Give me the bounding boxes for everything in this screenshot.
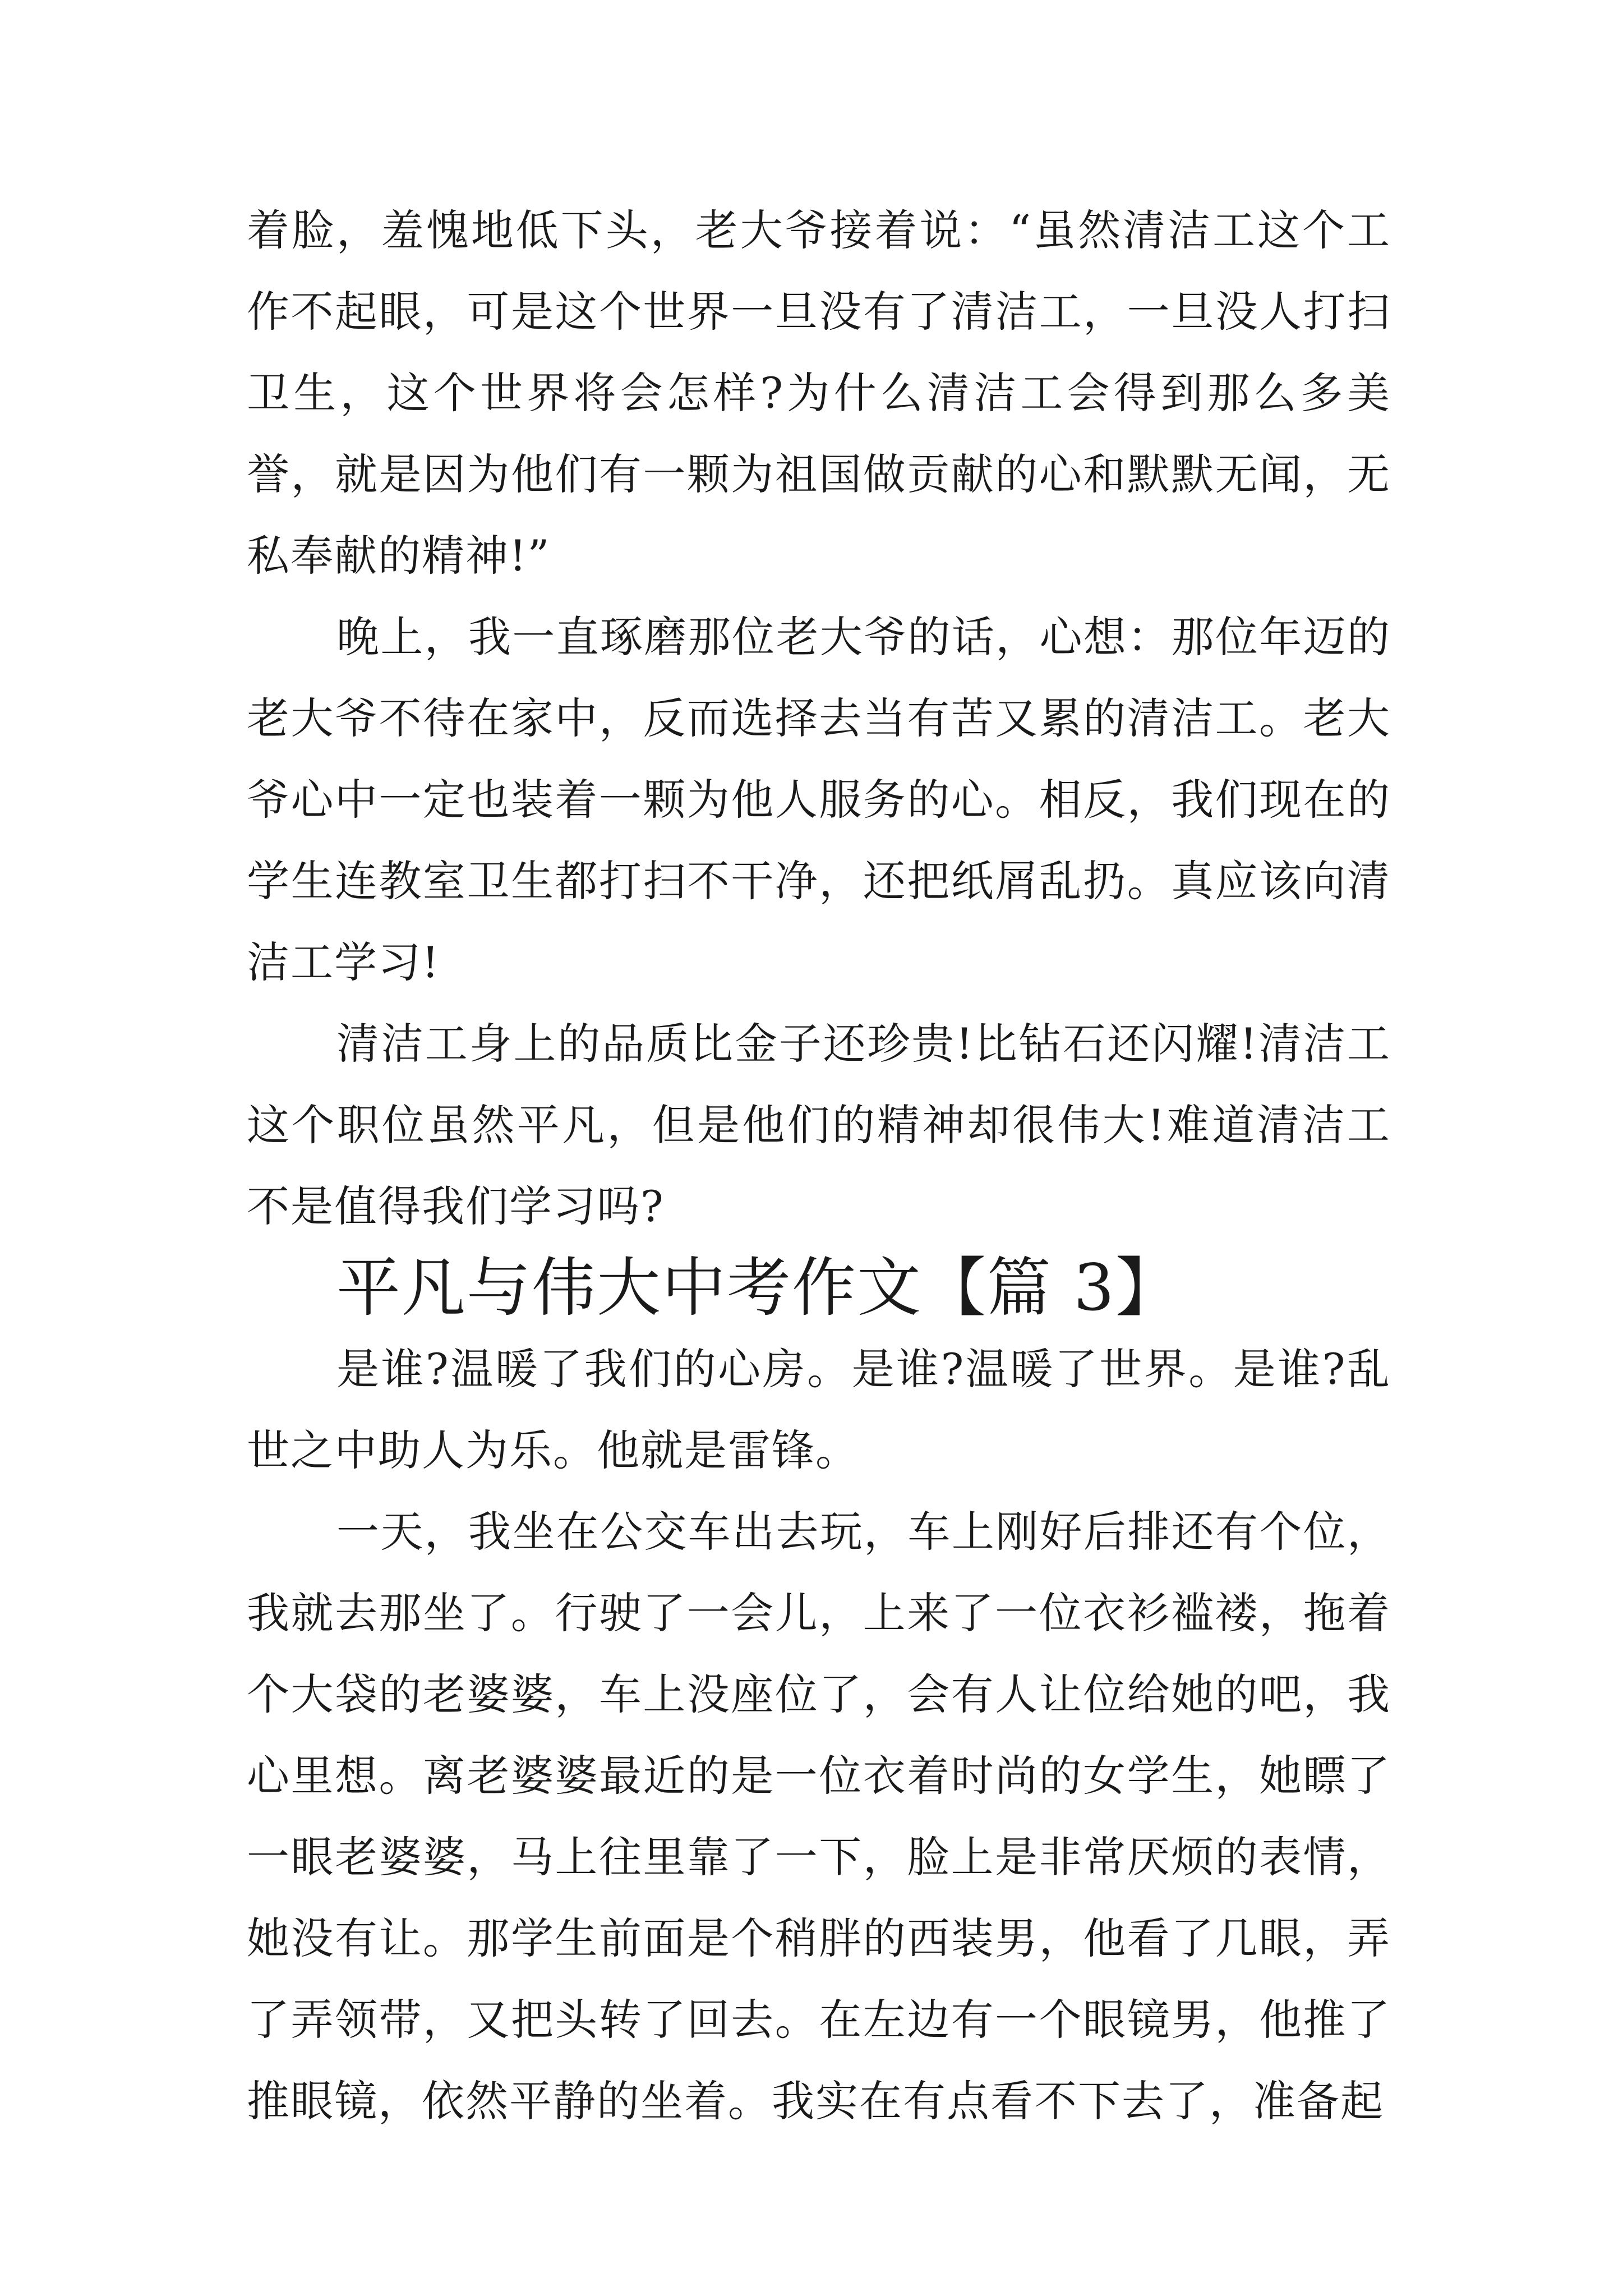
paragraph-1: 着脸，羞愧地低下头，老大爷接着说：“虽然清洁工这个工作不起眼，可是这个世界一旦没有了清洁工，一旦没人打扫卫生，这个世界将会怎样?为什么清洁工会得到那么多美誉，就是因为他们有一颗为祖国做贡献的心和默默无闻，无私奉献的精神!” [247, 205, 1391, 581]
paragraph-3: 清洁工身上的品质比金子还珍贵!比钻石还闪耀!清洁工这个职位虽然平凡，但是他们的精神却很伟大!难道清洁工不是值得我们学习吗? [247, 1019, 1391, 1231]
paragraph-5: 一天，我坐在公交车出去玩，车上刚好后排还有个位，我就去那坐了。行驶了一会儿，上来了一位衣衫褴褛，拖着个大袋的老婆婆，车上没座位了，会有人让位给她的吧，我心里想。离老婆婆最近的是一位衣着时尚的女学生，她瞟了一眼老婆婆，马上往里靠了一下，脸上是非常厌烦的表情，她没有让。那学生前面是个稍胖的西装男，他看了几眼，弄了弄领带，又把头转了回去。在左边有一个眼镜男，他推了推眼镜，依然平静的坐着。我实在有点看不下去了，准备起 [247, 1507, 1391, 2126]
paragraph-2: 晚上，我一直琢磨那位老大爷的话，心想：那位年迈的老大爷不待在家中，反而选择去当有苦又累的清洁工。老大爷心中一定也装着一颗为他人服务的心。相反，我们现在的学生连教室卫生都打扫不干净，还把纸屑乱扔。真应该向清洁工学习! [247, 612, 1391, 987]
section-heading: 平凡与伟大中考作文【篇 3】 [336, 1250, 1181, 1325]
paragraph-4: 是谁?温暖了我们的心房。是谁?温暖了世界。是谁?乱世之中助人为乐。他就是雷锋。 [247, 1344, 1391, 1475]
document-body [247, 190, 1391, 2142]
